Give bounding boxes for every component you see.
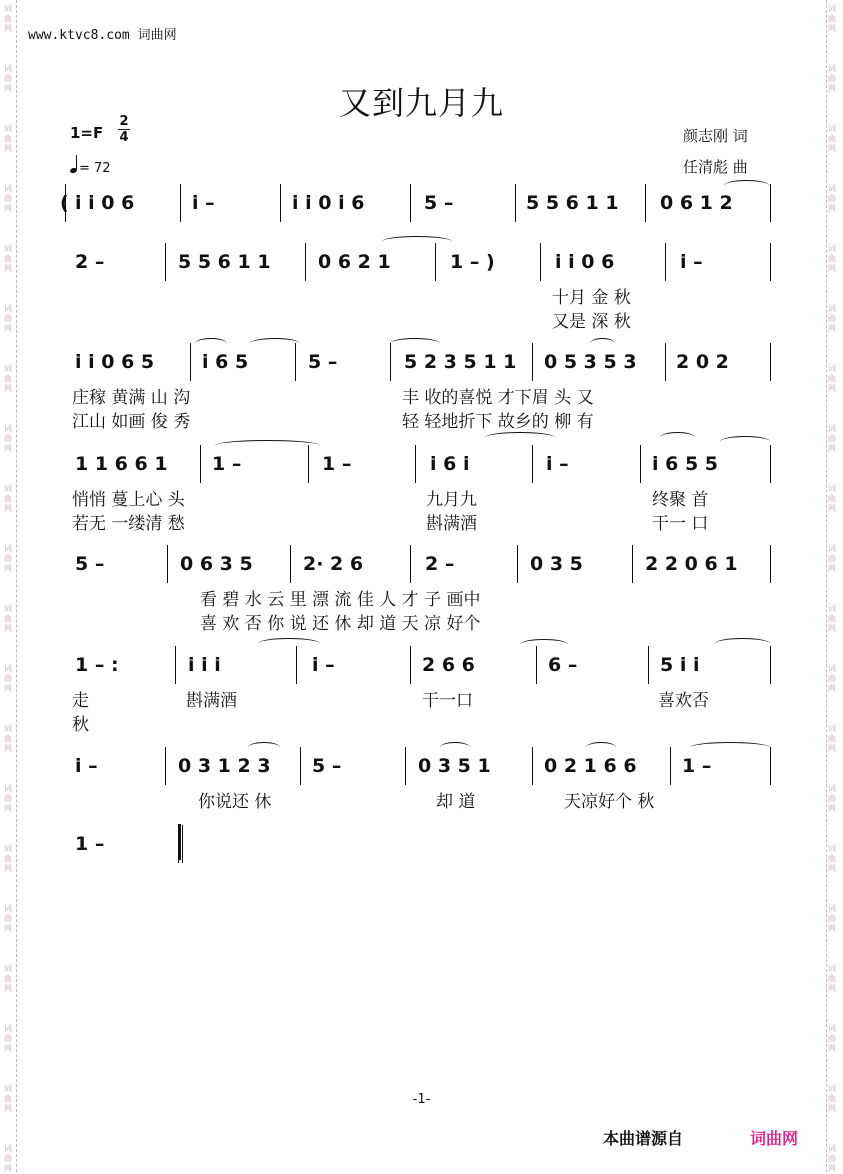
note-group: 5 5 6 1 1 bbox=[526, 192, 619, 214]
bar-line bbox=[180, 184, 181, 222]
lyric-line bbox=[60, 509, 775, 534]
bar-line bbox=[536, 646, 537, 684]
watermark-text: 词 曲 网 bbox=[828, 844, 836, 873]
page-number: -1- bbox=[412, 1092, 431, 1107]
bar-line bbox=[770, 646, 771, 684]
note-group: 5 i i bbox=[660, 654, 700, 676]
watermark-text: 词 曲 网 bbox=[4, 604, 12, 633]
watermark-text: 词 曲 网 bbox=[828, 424, 836, 453]
note-group: 5 – bbox=[75, 553, 105, 575]
slur-mark bbox=[382, 236, 452, 247]
lyric-line bbox=[60, 307, 775, 332]
slur-mark bbox=[258, 638, 320, 649]
bar-line bbox=[770, 545, 771, 583]
note-group: i 6 5 5 bbox=[652, 453, 719, 475]
notes-line bbox=[60, 351, 775, 381]
slur-mark bbox=[390, 338, 440, 349]
watermark-text: 词 曲 网 bbox=[828, 544, 836, 573]
bar-line bbox=[665, 243, 666, 281]
lyric-text: 又是 深 秋 bbox=[552, 312, 631, 332]
lyric-line bbox=[60, 407, 775, 432]
lyric-text: 天凉好个 秋 bbox=[564, 792, 655, 812]
watermark-text: 词 曲 网 bbox=[4, 64, 12, 93]
slur-mark bbox=[720, 436, 770, 447]
note-stem bbox=[76, 155, 77, 169]
notes-line bbox=[60, 654, 775, 684]
bar-line bbox=[670, 747, 671, 785]
note-group: 0 2 1 6 6 bbox=[544, 755, 637, 777]
note-group: 0 3 5 1 bbox=[418, 755, 491, 777]
note-group: 1 – : bbox=[75, 654, 119, 676]
slur-mark bbox=[250, 338, 300, 349]
right-watermark-border bbox=[825, 0, 843, 1172]
watermark-text: 词 曲 网 bbox=[4, 844, 12, 873]
slur-mark bbox=[485, 432, 555, 443]
watermark-text: 词 曲 网 bbox=[4, 1144, 12, 1173]
watermark-text: 词 曲 网 bbox=[828, 1084, 836, 1113]
bar-line bbox=[648, 646, 649, 684]
lyric-line bbox=[60, 585, 775, 610]
note-group: 0 3 5 bbox=[530, 553, 583, 575]
note-group: i 6 i bbox=[430, 453, 470, 475]
bar-line bbox=[532, 747, 533, 785]
slur-mark bbox=[690, 742, 770, 753]
lyric-text: 喜 欢 否 你 说 还 休 却 道 天 凉 好个 bbox=[200, 614, 481, 634]
bar-line bbox=[165, 747, 166, 785]
note-group: i – bbox=[312, 654, 335, 676]
note-group: i i 0 6 bbox=[75, 192, 135, 214]
slur-mark bbox=[660, 432, 695, 443]
lyric-text: 干一 口 bbox=[652, 514, 709, 534]
bar-line bbox=[200, 445, 201, 483]
watermark-text: 词 曲 网 bbox=[4, 424, 12, 453]
lyric-text: 轻 轻地折下 故乡的 柳 有 bbox=[402, 412, 594, 432]
note-group: i i 0 6 5 bbox=[75, 351, 155, 373]
lyric-text: 你说还 休 bbox=[198, 792, 272, 812]
bar-line bbox=[305, 243, 306, 281]
watermark-text: 词 曲 网 bbox=[828, 724, 836, 753]
note-group: 5 – bbox=[424, 192, 454, 214]
watermark-text: 词 曲 网 bbox=[4, 1084, 12, 1113]
bar-line bbox=[770, 343, 771, 381]
slur-mark bbox=[195, 338, 227, 349]
note-group: 1 – ) bbox=[450, 251, 495, 273]
watermark-text: 词 曲 网 bbox=[4, 904, 12, 933]
lyric-text: 终聚 首 bbox=[652, 490, 709, 510]
note-group: 1 1 6 6 1 bbox=[75, 453, 168, 475]
note-group: i 6 5 bbox=[202, 351, 249, 373]
bar-line bbox=[532, 445, 533, 483]
watermark-text: 词 曲 网 bbox=[828, 964, 836, 993]
note-group: 2 2 0 6 1 bbox=[645, 553, 738, 575]
watermark-text: 词 曲 网 bbox=[828, 304, 836, 333]
note-group: 1 – bbox=[75, 833, 105, 855]
watermark-text: 词 曲 网 bbox=[828, 244, 836, 273]
bar-line bbox=[175, 646, 176, 684]
note-group: 5 2 3 5 1 1 bbox=[404, 351, 517, 373]
note-group: 0 6 3 5 bbox=[180, 553, 253, 575]
slur-mark bbox=[440, 742, 470, 753]
watermark-text: 词 曲 网 bbox=[4, 964, 12, 993]
slur-mark bbox=[590, 338, 615, 349]
watermark-text: 词 曲 网 bbox=[828, 184, 836, 213]
note-group: 0 6 1 2 bbox=[660, 192, 733, 214]
note-group: i – bbox=[680, 251, 703, 273]
source-label: 本曲谱源自 bbox=[603, 1129, 684, 1148]
lyric-line bbox=[60, 787, 775, 812]
slur-mark bbox=[724, 180, 769, 191]
lyric-text: 斟满酒 bbox=[186, 691, 237, 711]
lyric-text: 秋 bbox=[72, 715, 89, 735]
lyric-line bbox=[60, 283, 775, 308]
notes-line bbox=[60, 251, 775, 281]
watermark-text: 词 曲 网 bbox=[828, 784, 836, 813]
note-group: 5 – bbox=[308, 351, 338, 373]
notes-line bbox=[60, 755, 775, 785]
lyricist: 颜志刚 词 bbox=[683, 127, 748, 145]
slur-mark bbox=[520, 639, 568, 650]
bar-line bbox=[517, 545, 518, 583]
bar-line bbox=[770, 184, 771, 222]
watermark-text: 词 曲 网 bbox=[4, 184, 12, 213]
bar-line bbox=[640, 445, 641, 483]
bar-line bbox=[165, 243, 166, 281]
note-group: i i 0 6 bbox=[555, 251, 615, 273]
lyric-line bbox=[60, 710, 775, 735]
watermark-text: 词 曲 网 bbox=[828, 4, 836, 33]
note-group: 2 6 6 bbox=[422, 654, 475, 676]
bar-line bbox=[410, 545, 411, 583]
bar-line bbox=[532, 343, 533, 381]
note-group: 2 – bbox=[425, 553, 455, 575]
final-barline bbox=[178, 824, 181, 860]
key-signature: 1=F bbox=[70, 124, 104, 142]
note-group: 5 5 6 1 1 bbox=[178, 251, 271, 273]
bar-line bbox=[540, 243, 541, 281]
watermark-text: 词 曲 网 bbox=[4, 484, 12, 513]
bar-line bbox=[65, 184, 66, 222]
lyric-text: 十月 金 秋 bbox=[552, 288, 631, 308]
note-group: 5 – bbox=[312, 755, 342, 777]
watermark-text: 词 曲 网 bbox=[4, 304, 12, 333]
notes-line bbox=[60, 453, 775, 483]
slur-mark bbox=[715, 638, 770, 649]
bar-line bbox=[405, 747, 406, 785]
lyric-text: 若无 一缕清 愁 bbox=[72, 514, 185, 534]
notes-line bbox=[60, 192, 775, 222]
lyric-line bbox=[60, 609, 775, 634]
note-group: 6 – bbox=[548, 654, 578, 676]
note-group: 0 5 3 5 3 bbox=[544, 351, 637, 373]
lyric-text: 喜欢否 bbox=[658, 691, 709, 711]
song-title: 又到九月九 bbox=[338, 84, 504, 122]
slur-mark bbox=[215, 440, 320, 451]
lyric-text: 走 bbox=[72, 691, 89, 711]
bar-line bbox=[645, 184, 646, 222]
tempo-marking bbox=[70, 158, 111, 176]
watermark-text: 词 曲 网 bbox=[4, 784, 12, 813]
watermark-text: 词 曲 网 bbox=[4, 664, 12, 693]
note-group: 0 6 2 1 bbox=[318, 251, 391, 273]
lyric-text: 江山 如画 俊 秀 bbox=[72, 412, 191, 432]
bar-line bbox=[290, 545, 291, 583]
note-group: i – bbox=[192, 192, 215, 214]
note-group: 1 – bbox=[322, 453, 352, 475]
lyric-text: 悄悄 蔓上心 头 bbox=[72, 490, 185, 510]
lyric-text: 看 碧 水 云 里 漂 流 佳 人 才 子 画中 bbox=[200, 590, 481, 610]
bar-line bbox=[435, 243, 436, 281]
bar-line bbox=[415, 445, 416, 483]
watermark-text: 词 曲 网 bbox=[828, 484, 836, 513]
bar-line bbox=[665, 343, 666, 381]
watermark-text: 词 曲 网 bbox=[4, 124, 12, 153]
bar-line bbox=[770, 243, 771, 281]
watermark-text: 词 曲 网 bbox=[828, 364, 836, 393]
note-group: 2 0 2 bbox=[676, 351, 729, 373]
note-group: 2 – bbox=[75, 251, 105, 273]
lyric-line bbox=[60, 485, 775, 510]
note-group: i i i bbox=[188, 654, 221, 676]
watermark-text: 词 曲 网 bbox=[828, 1024, 836, 1053]
notes-line bbox=[60, 833, 775, 863]
slur-mark bbox=[248, 742, 280, 753]
bar-line bbox=[515, 184, 516, 222]
note-group: 0 3 1 2 3 bbox=[178, 755, 271, 777]
watermark-text: 词 曲 网 bbox=[4, 1024, 12, 1053]
bar-line bbox=[280, 184, 281, 222]
bar-line bbox=[410, 646, 411, 684]
composer: 任清彪 曲 bbox=[683, 158, 748, 176]
lyric-text: 庄稼 黄满 山 沟 bbox=[72, 388, 191, 408]
bar-line bbox=[300, 747, 301, 785]
lyric-line bbox=[60, 383, 775, 408]
bar-line bbox=[167, 545, 168, 583]
bar-line bbox=[410, 184, 411, 222]
lyric-line bbox=[60, 686, 775, 711]
lyric-text: 丰 收的喜悦 才下眉 头 又 bbox=[402, 388, 594, 408]
lyric-text: 却 道 bbox=[436, 792, 476, 812]
watermark-text: 词 曲 网 bbox=[4, 544, 12, 573]
watermark-text: 词 曲 网 bbox=[828, 64, 836, 93]
watermark-text: 词 曲 网 bbox=[828, 604, 836, 633]
bar-line bbox=[770, 747, 771, 785]
lyric-text: 斟满酒 bbox=[426, 514, 477, 534]
notes-line bbox=[60, 553, 775, 583]
bar-line bbox=[770, 445, 771, 483]
source-brand: 词曲网 bbox=[750, 1129, 799, 1148]
watermark-text: 词 曲 网 bbox=[828, 664, 836, 693]
note-group: i – bbox=[546, 453, 569, 475]
site-url: www.ktvc8.com 词曲网 bbox=[28, 28, 177, 43]
time-signature-bottom: 4 bbox=[119, 130, 129, 145]
note-group: i i 0 i 6 bbox=[292, 192, 365, 214]
lyric-text: 干一口 bbox=[422, 691, 473, 711]
watermark-text: 词 曲 网 bbox=[828, 904, 836, 933]
watermark-text: 词 曲 网 bbox=[4, 4, 12, 33]
note-group: 1 – bbox=[212, 453, 242, 475]
watermark-text: 词 曲 网 bbox=[828, 124, 836, 153]
note-group: 1 – bbox=[682, 755, 712, 777]
left-watermark-border bbox=[0, 0, 18, 1172]
note-group: i – bbox=[75, 755, 98, 777]
watermark-text: 词 曲 网 bbox=[4, 724, 12, 753]
tempo-value: = 72 bbox=[79, 161, 111, 176]
watermark-text: 词 曲 网 bbox=[4, 364, 12, 393]
watermark-text: 词 曲 网 bbox=[828, 1144, 836, 1173]
note-group: 2· 2 6 bbox=[303, 553, 364, 575]
bar-line bbox=[632, 545, 633, 583]
bar-line bbox=[182, 825, 183, 863]
bar-line bbox=[190, 343, 191, 381]
time-signature bbox=[118, 114, 130, 145]
time-signature-top: 2 bbox=[119, 114, 129, 129]
note-group: ( bbox=[60, 192, 69, 214]
bar-line bbox=[296, 646, 297, 684]
slur-mark bbox=[586, 742, 616, 753]
lyric-text: 九月九 bbox=[426, 490, 477, 510]
watermark-text: 词 曲 网 bbox=[4, 244, 12, 273]
